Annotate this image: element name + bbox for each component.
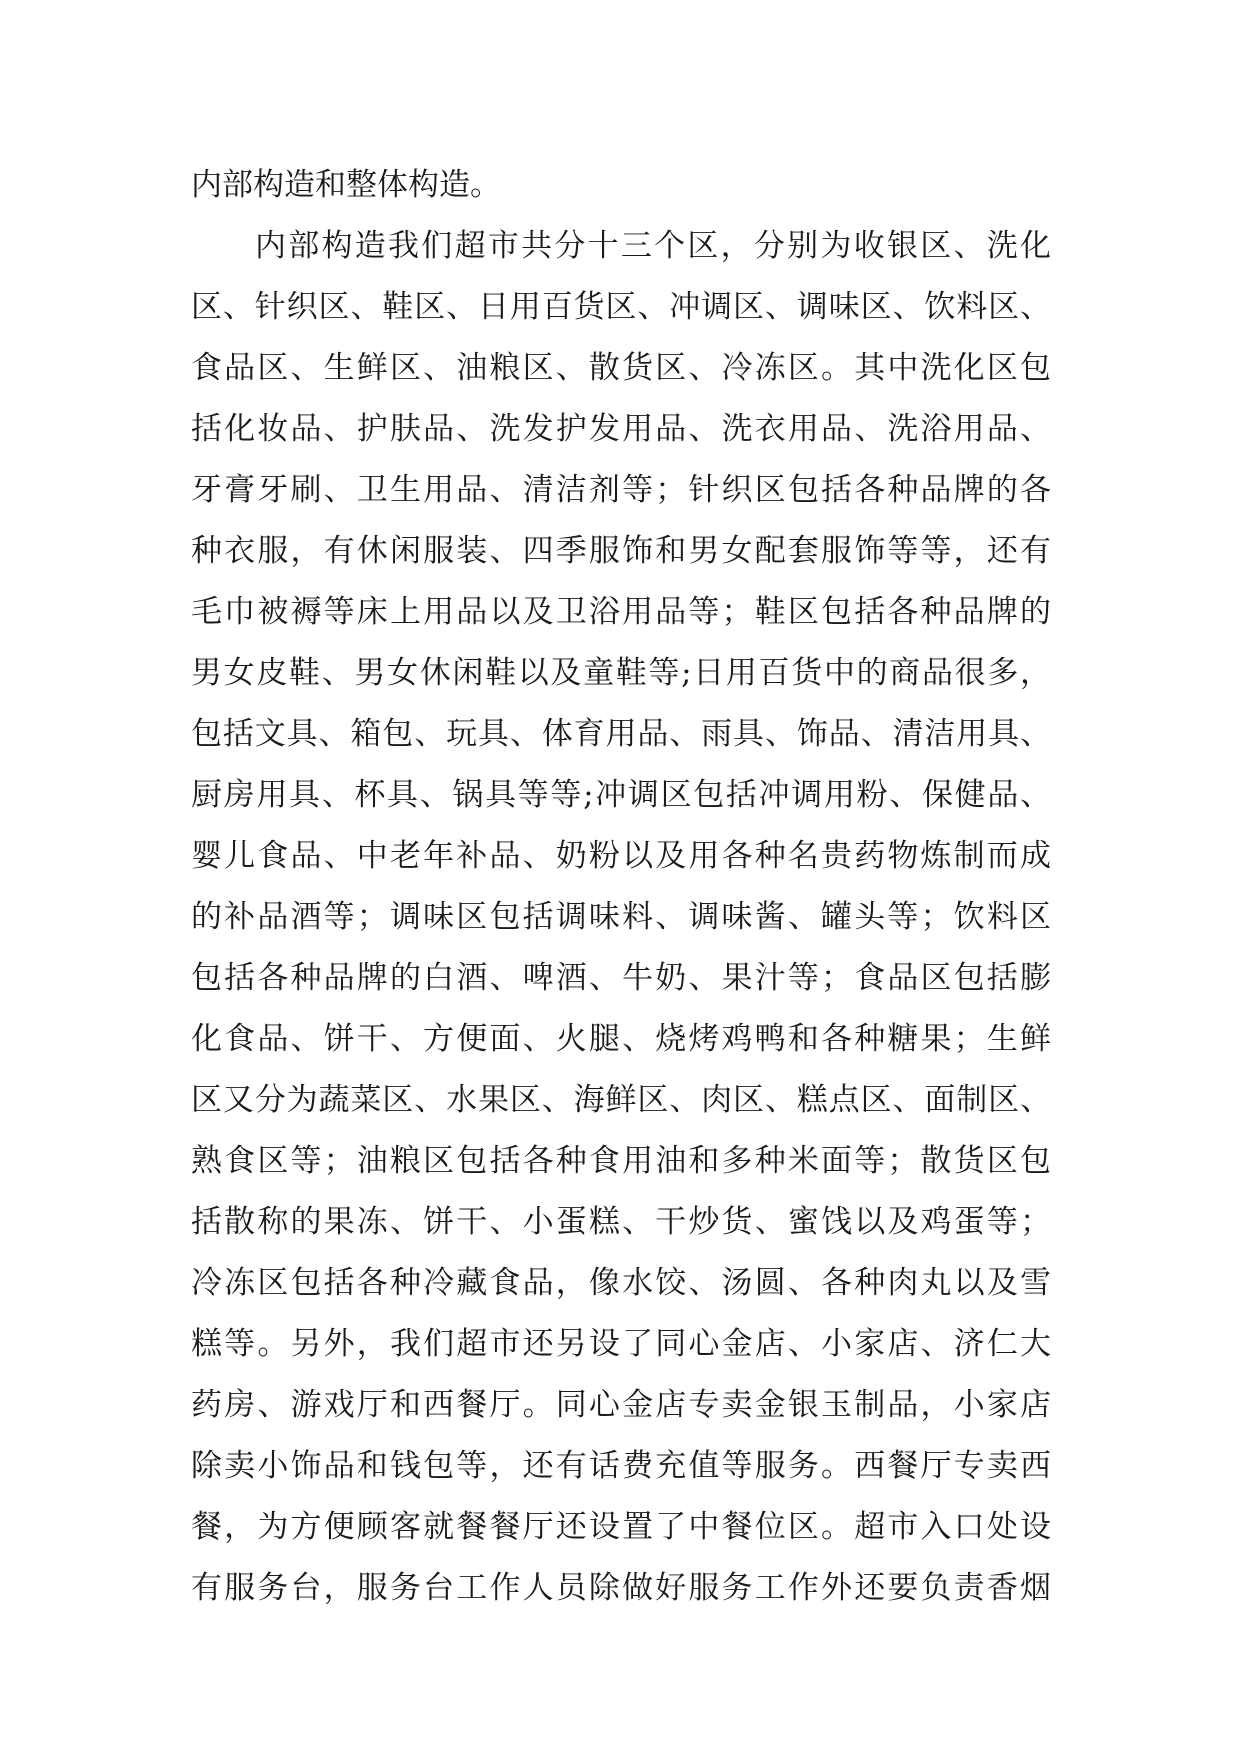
text-line: 有服务台，服务台工作人员除做好服务工作外还要负责香烟	[191, 1570, 1051, 1606]
text-line: 化食品、饼干、方便面、火腿、烧烤鸡鸭和各种糖果；生鲜	[191, 1021, 1051, 1057]
text-line: 内部构造和整体构造。	[191, 167, 501, 203]
paragraph-first-line: 内部构造我们超市共分十三个区，分别为收银区、洗化	[255, 228, 1051, 264]
text-line: 冷冻区包括各种冷藏食品，像水饺、汤圆、各种肉丸以及雪	[191, 1265, 1051, 1301]
text-line: 熟食区等；油粮区包括各种食用油和多种米面等；散货区包	[191, 1143, 1051, 1179]
text-line: 除卖小饰品和钱包等，还有话费充值等服务。西餐厅专卖西	[191, 1448, 1051, 1484]
text-line: 区、针织区、鞋区、日用百货区、冲调区、调味区、饮料区、	[191, 289, 1051, 325]
text-line: 餐，为方便顾客就餐餐厅还设置了中餐位区。超市入口处设	[191, 1509, 1051, 1545]
text-line: 婴儿食品、中老年补品、奶粉以及用各种名贵药物炼制而成	[191, 838, 1051, 874]
text-line: 糕等。另外，我们超市还另设了同心金店、小家店、济仁大	[191, 1326, 1051, 1362]
text-line: 食品区、生鲜区、油粮区、散货区、冷冻区。其中洗化区包	[191, 350, 1051, 386]
text-line: 种衣服，有休闲服装、四季服饰和男女配套服饰等等，还有	[191, 533, 1051, 569]
text-line: 包括文具、箱包、玩具、体育用品、雨具、饰品、清洁用具、	[191, 716, 1051, 752]
text-line: 区又分为蔬菜区、水果区、海鲜区、肉区、糕点区、面制区、	[191, 1082, 1051, 1118]
text-line: 括散称的果冻、饼干、小蛋糕、干炒货、蜜饯以及鸡蛋等；	[191, 1204, 1051, 1240]
text-line: 牙膏牙刷、卫生用品、清洁剂等；针织区包括各种品牌的各	[191, 472, 1051, 508]
text-line: 包括各种品牌的白酒、啤酒、牛奶、果汁等；食品区包括膨	[191, 960, 1051, 996]
body-text	[191, 155, 1051, 1619]
text-line: 药房、游戏厅和西餐厅。同心金店专卖金银玉制品，小家店	[191, 1387, 1051, 1423]
text-line: 的补品酒等；调味区包括调味料、调味酱、罐头等；饮料区	[191, 899, 1051, 935]
text-line: 括化妆品、护肤品、洗发护发用品、洗衣用品、洗浴用品、	[191, 411, 1051, 447]
text-line: 厨房用具、杯具、锅具等等;冲调区包括冲调用粉、保健品、	[191, 777, 1051, 813]
text-line: 毛巾被褥等床上用品以及卫浴用品等；鞋区包括各种品牌的	[191, 594, 1051, 630]
text-line: 男女皮鞋、男女休闲鞋以及童鞋等;日用百货中的商品很多，	[191, 655, 1051, 691]
